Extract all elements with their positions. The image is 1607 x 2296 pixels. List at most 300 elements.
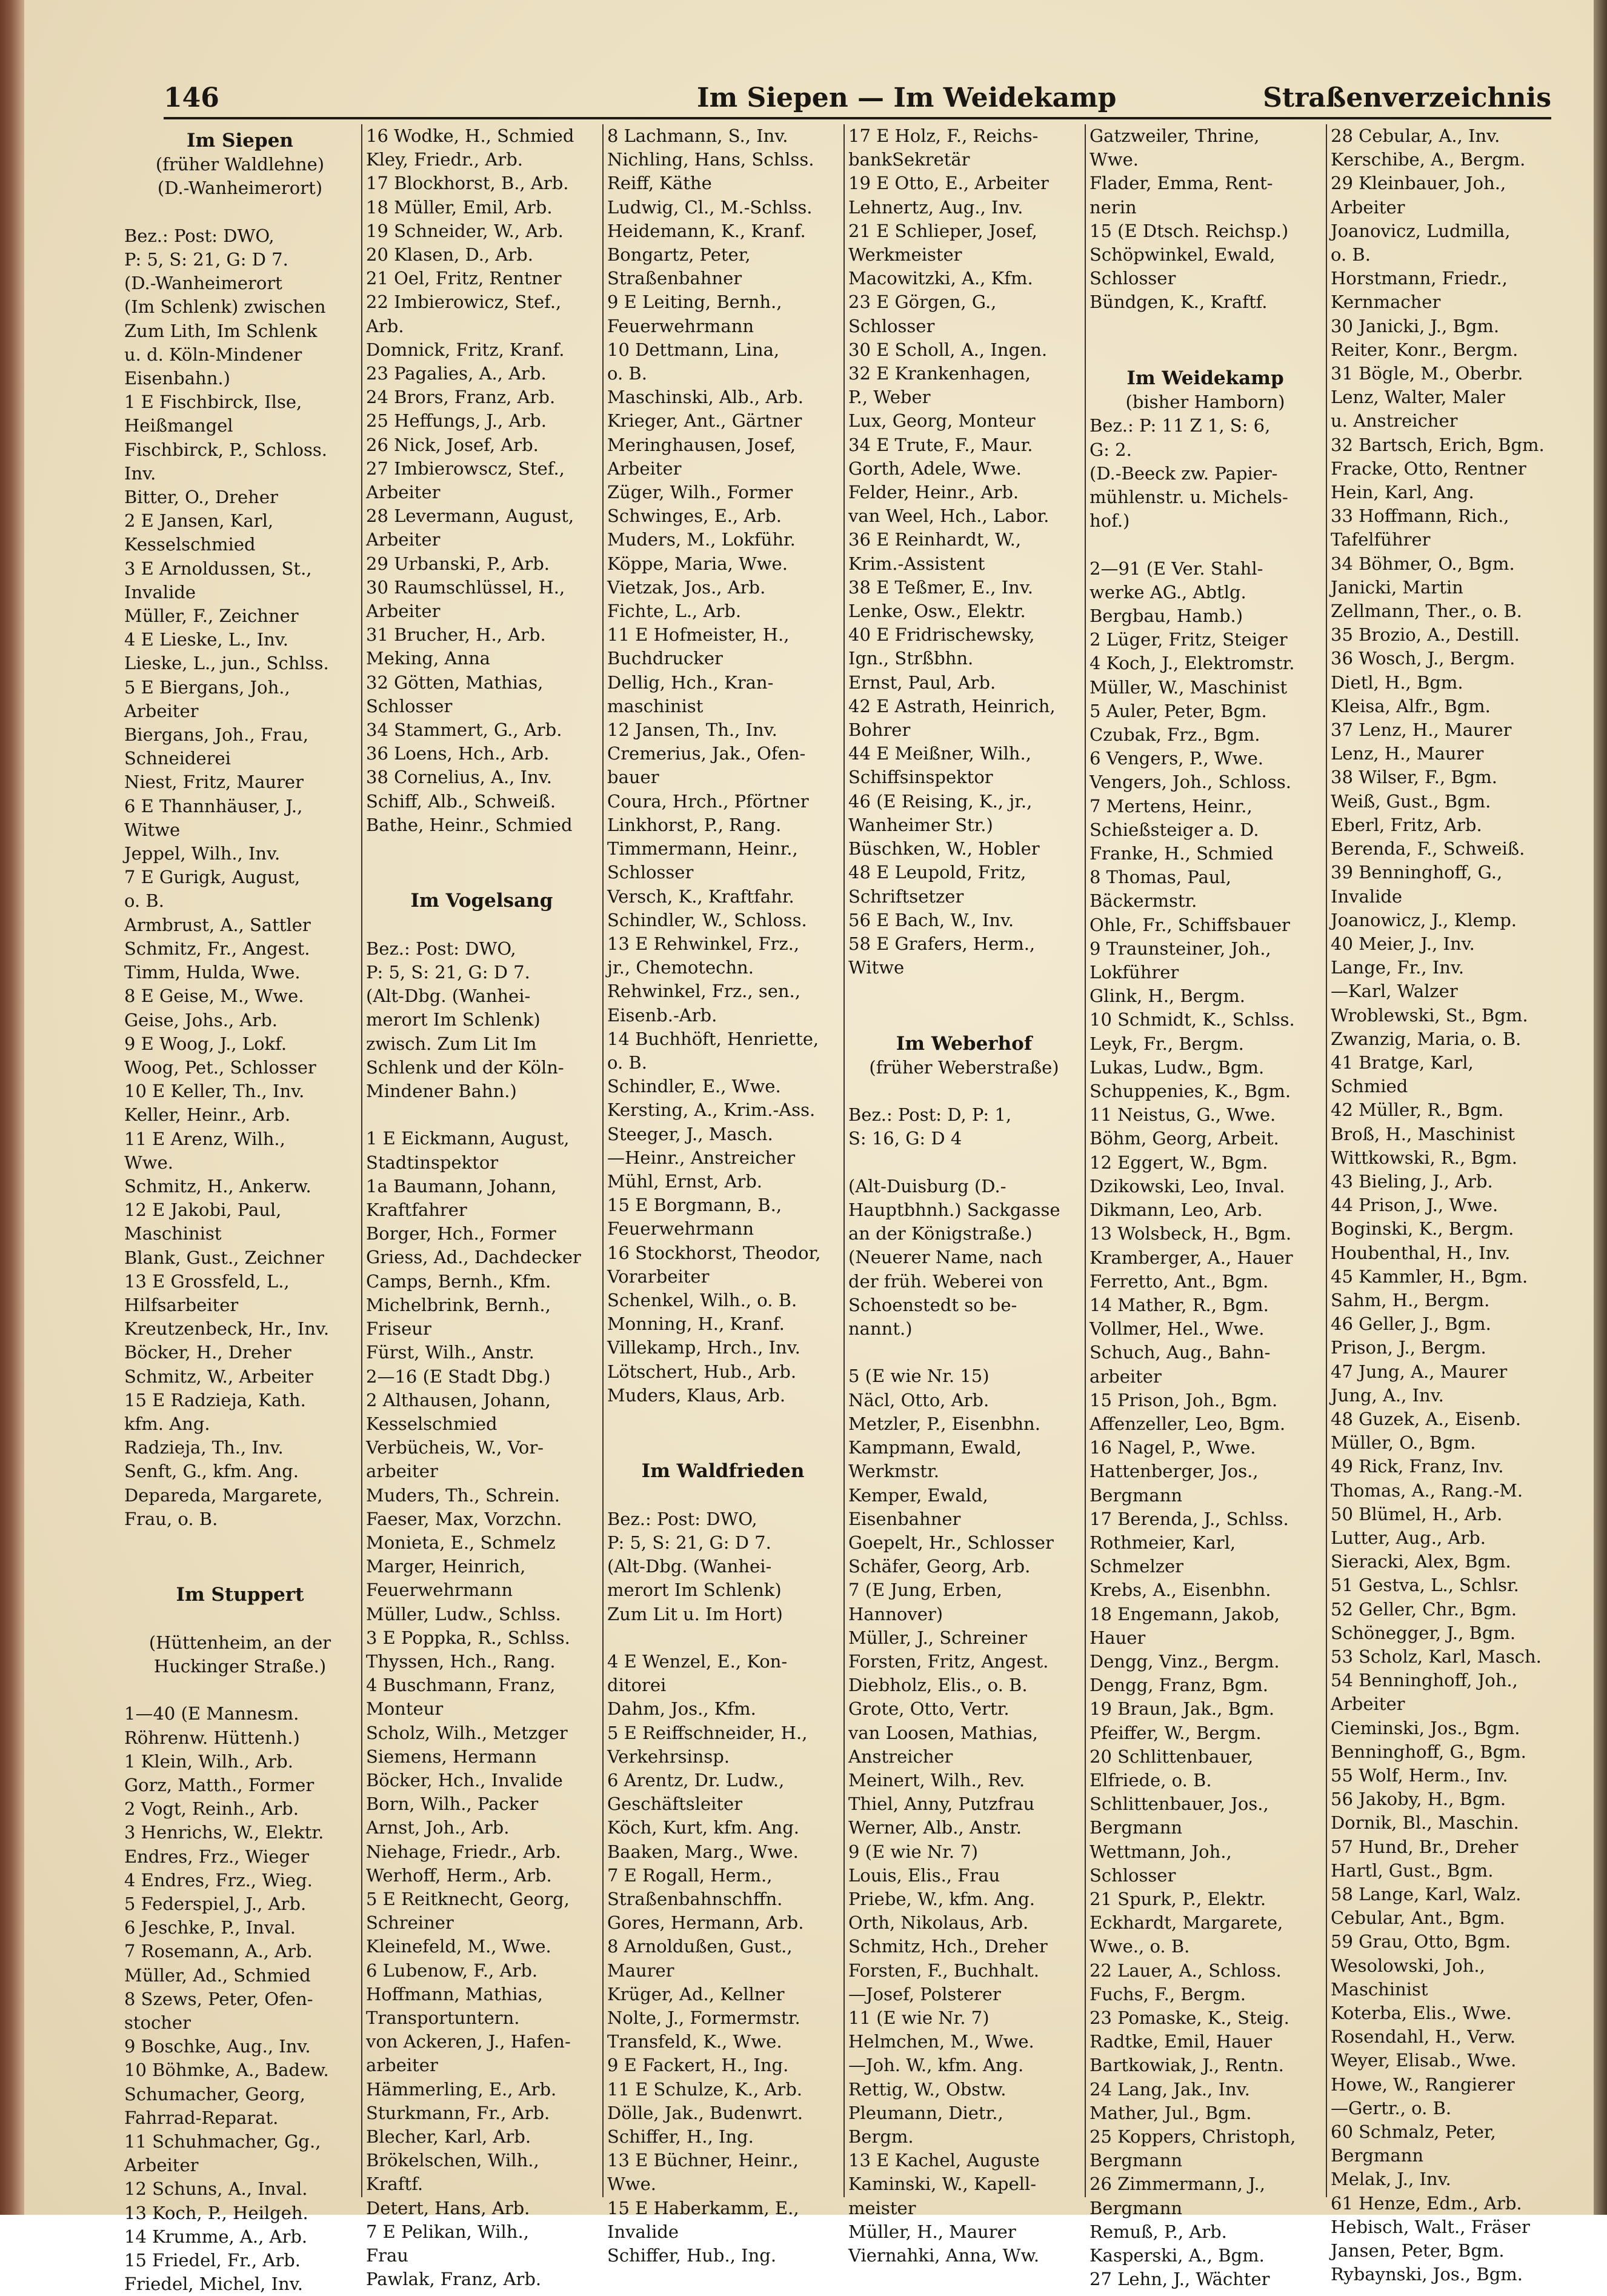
directory-line: o. B. [124, 890, 164, 912]
directory-line: Houbenthal, H., Inv. [1331, 1242, 1511, 1263]
directory-line: Straßenbahner [607, 268, 742, 289]
directory-line: 25 Heffungs, J., Arb. [366, 410, 547, 432]
directory-line: 6 Vengers, P., Wwe. [1090, 748, 1263, 769]
directory-line: 61 Henze, Edm., Arb. [1331, 2192, 1522, 2214]
directory-line: Schenkel, Wilh., o. B. [607, 1289, 797, 1310]
directory-line: 2 Vogt, Reinh., Arb. [124, 1798, 299, 1820]
directory-line: 29 Kleinbauer, Joh., [1331, 173, 1506, 194]
directory-line: Gorz, Matth., Former [124, 1774, 314, 1795]
directory-line: (früher Waldlehne) [155, 154, 325, 175]
directory-line: —Gertr., o. B. [1331, 2097, 1452, 2118]
directory-line: 15 Friedel, Fr., Arb. [124, 2250, 301, 2271]
directory-line: Lux, Georg, Monteur [848, 410, 1036, 432]
directory-line: 14 Buchhöft, Henriette, [607, 1028, 819, 1049]
directory-line: Schoenstedt so be- [848, 1294, 1017, 1315]
column-divider [1326, 124, 1327, 2197]
directory-line: Lieske, L., jun., Schlss. [124, 653, 329, 674]
directory-line: Straßenbahnschffn. [607, 1888, 783, 1909]
directory-line: 14 Krumme, A., Arb. [124, 2226, 308, 2247]
directory-line: Ferretto, Ant., Bgm. [1090, 1270, 1269, 1292]
street-heading: Im Waldfrieden [641, 1460, 805, 1483]
directory-line: Lokführer [1090, 962, 1179, 983]
column-divider [843, 124, 845, 2197]
directory-line: Coura, Hrch., Pförtner [607, 790, 809, 812]
spacer [607, 1626, 839, 1650]
directory-line: Transfeld, K., Wwe. [607, 2031, 782, 2052]
directory-line: (D.-Wanheimerort) [157, 178, 323, 199]
directory-line: Fuchs, F., Bergm. [1090, 1983, 1246, 2004]
directory-line: Blank, Gust., Zeichner [124, 1247, 324, 1268]
directory-line: Müller, W., Maschinist [1090, 676, 1288, 698]
directory-line: Kesselschmied [366, 1413, 497, 1434]
directory-line: Niest, Fritz, Maurer [124, 772, 304, 793]
directory-line: 34 Stammert, G., Arb. [366, 719, 562, 741]
spacer [607, 1431, 839, 1455]
column-1 [124, 124, 356, 2295]
directory-line: jr., Chemotechn. [607, 957, 754, 978]
directory-line: (Neuerer Name, nach [848, 1247, 1043, 1268]
directory-line: Müller, Ludw., Schlss. [366, 1603, 561, 1624]
directory-line: 30 E Scholl, A., Ingen. [848, 339, 1048, 360]
directory-line: Schmitz, Fr., Angest. [124, 938, 310, 959]
directory-line: van Loosen, Mathias, [848, 1722, 1038, 1743]
street-heading: Im Vogelsang [410, 890, 553, 912]
directory-line: 2—91 (E Ver. Stahl- [1090, 558, 1263, 579]
directory-line: 17 Blockhorst, B., Arb. [366, 173, 569, 194]
directory-line: Lenz, H., Maurer [1331, 743, 1484, 764]
directory-line: Borger, Hch., Former [366, 1223, 556, 1244]
running-title: Im Siepen — Im Weidekamp [697, 82, 1117, 113]
directory-line: Grote, Otto, Vertr. [848, 1698, 1010, 1720]
directory-line: Werkmstr. [848, 1461, 939, 1482]
directory-line: Schindler, E., Wwe. [607, 1076, 781, 1097]
directory-line: Vietzak, Jos., Arb. [607, 576, 766, 598]
directory-line: Schlosser [607, 862, 694, 883]
directory-line: arbeiter [1090, 1366, 1162, 1387]
spacer [366, 1103, 597, 1127]
directory-line: 57 Hund, Br., Dreher [1331, 1836, 1519, 1857]
directory-line: Scholz, Wilh., Metzger [366, 1722, 568, 1743]
directory-line: Born, Wilh., Packer [366, 1794, 539, 1815]
directory-line: Lukas, Ludw., Bgm. [1090, 1056, 1265, 1078]
directory-line: 6 Lubenow, F., Arb. [366, 1960, 538, 1981]
book-spine [0, 0, 24, 2215]
directory-line: 15 E Haberkamm, E., [607, 2197, 799, 2218]
directory-line: 51 Gestva, L., Schlsr. [1331, 1575, 1519, 1596]
directory-line: 1 Klein, Wilh., Arb. [124, 1750, 293, 1772]
directory-line: 32 Götten, Mathias, [366, 672, 544, 693]
directory-line: Kasperski, A., Bgm. [1090, 2245, 1265, 2266]
directory-line: 13 E Büchner, Heinr., [607, 2150, 799, 2171]
directory-line: Frau [366, 2245, 408, 2266]
directory-line: S: 16, G: D 4 [848, 1128, 962, 1149]
directory-line: 24 Lang, Jak., Inv. [1090, 2078, 1250, 2100]
directory-line: Schwinges, E., Arb. [607, 506, 782, 527]
directory-line: Wroblewski, St., Bgm. [1331, 1004, 1528, 1026]
directory-line: 15 Prison, Joh., Bgm. [1090, 1389, 1278, 1410]
section-title: Straßenverzeichnis [1263, 82, 1551, 113]
directory-line: Bartkowiak, J., Rentn. [1090, 2055, 1284, 2076]
directory-line: 15 (E Dtsch. Reichsp.) [1090, 220, 1289, 241]
directory-line: 44 Prison, J., Wwe. [1331, 1195, 1499, 1216]
directory-line: 34 Böhmer, O., Bgm. [1331, 553, 1515, 574]
directory-line: Feuerwehrmann [607, 315, 754, 336]
directory-line: Janicki, Martin [1331, 576, 1463, 598]
directory-line: Zellmann, Ther., o. B. [1331, 601, 1522, 622]
directory-line: 7 E Rogall, Herm., [607, 1864, 773, 1886]
directory-line: Fischbirck, P., Schloss. [124, 439, 327, 460]
directory-line: Depareda, Margarete, [124, 1484, 323, 1506]
directory-line: Müller, O., Bgm. [1331, 1432, 1476, 1453]
directory-line: Dengg, Vinz., Bergm. [1090, 1650, 1280, 1672]
directory-line: Versch, K., Kraftfahr. [607, 886, 794, 907]
directory-line: 2 Althausen, Johann, [366, 1389, 551, 1410]
directory-line: Steeger, J., Masch. [607, 1123, 773, 1144]
directory-line: Koterba, Elis., Wwe. [1331, 2003, 1512, 2024]
directory-line: 8 E Geise, M., Wwe. [124, 986, 304, 1007]
directory-line: 56 Jakoby, H., Bgm. [1331, 1789, 1506, 1810]
street-heading: Im Siepen [187, 130, 293, 152]
street-heading: Im Stuppert [176, 1584, 304, 1606]
directory-line: Pawlak, Franz, Arb. [366, 2269, 542, 2290]
directory-line: 36 Loens, Hch., Arb. [366, 743, 550, 764]
directory-line: 6 E Thannhäuser, J., [124, 795, 303, 816]
directory-line: 44 E Meißner, Wilh., [848, 743, 1031, 764]
directory-line: Schiffer, H., Ing. [607, 2126, 754, 2147]
directory-line: Huckinger Straße.) [153, 1655, 327, 1677]
directory-line: u. Anstreicher [1331, 410, 1458, 432]
directory-line: Schiffer, Hub., Ing. [607, 2245, 777, 2266]
directory-line: Howe, W., Rangierer [1331, 2074, 1515, 2095]
directory-line: Züger, Wilh., Former [607, 482, 793, 503]
directory-line: Hattenberger, Jos., [1090, 1461, 1259, 1482]
spacer [366, 861, 597, 884]
directory-line: Goepelt, Hr., Schlosser [848, 1532, 1054, 1553]
column-divider [602, 124, 604, 2197]
directory-line: 33 Hoffmann, Rich., [1331, 506, 1509, 527]
directory-line: Müller, H., Maurer [848, 2221, 1016, 2242]
directory-line: Forsten, Fritz, Angest. [848, 1650, 1049, 1672]
directory-line: Invalide [124, 581, 196, 602]
directory-line: 36 Wosch, J., Bergm. [1331, 648, 1516, 669]
directory-line: Arbeiter [124, 2155, 199, 2176]
directory-line: Arnst, Joh., Arb. [366, 1817, 510, 1838]
directory-line: Priebe, W., kfm. Ang. [848, 1888, 1036, 1909]
directory-line: Czubak, Frz., Bgm. [1090, 724, 1260, 746]
directory-line: Dengg, Franz, Bgm. [1090, 1675, 1268, 1696]
directory-line: Faeser, Max, Vorzchn. [366, 1508, 562, 1529]
directory-line: Dölle, Jak., Budenwrt. [607, 2102, 803, 2123]
directory-line: 11 Neistus, G., Wwe. [1090, 1104, 1276, 1126]
directory-line: Villekamp, Hrch., Inv. [607, 1337, 800, 1358]
spacer [848, 1080, 1080, 1103]
directory-line: Arbeiter [366, 601, 441, 622]
directory-line: Witwe [848, 957, 905, 978]
directory-line: Camps, Bernh., Kfm. [366, 1270, 551, 1292]
directory-line: 32 E Krankenhagen, [848, 363, 1031, 384]
directory-line: von Ackeren, J., Hafen- [366, 2031, 571, 2052]
directory-line: Vengers, Joh., Schloss. [1090, 772, 1291, 793]
directory-line: Schuppenies, K., Bgm. [1090, 1081, 1291, 1102]
directory-line: Hein, Karl, Ang. [1331, 482, 1474, 503]
directory-line: Lutter, Aug., Arb. [1331, 1527, 1486, 1548]
directory-line: Reiter, Konr., Bergm. [1331, 339, 1519, 360]
directory-line: Kaminski, W., Kapell- [848, 2174, 1036, 2195]
directory-line: Schmitz, Hch., Dreher [848, 1936, 1048, 1957]
directory-line: Feuerwehrmann [366, 1580, 513, 1601]
directory-line: 2 E Jansen, Karl, [124, 510, 274, 532]
directory-line: Frau, o. B. [124, 1508, 218, 1529]
directory-line: (D.-Wanheimerort [124, 273, 282, 294]
directory-line: bankSekretär [848, 149, 970, 170]
spacer [848, 1004, 1080, 1027]
directory-line: Hoffmann, Mathias, [366, 1983, 543, 2004]
directory-line: Franke, H., Schmied [1090, 843, 1274, 864]
directory-line: (Alt-Dbg. (Wanhei- [366, 986, 531, 1007]
directory-line: (Alt-Duisburg (D.- [848, 1175, 1006, 1196]
directory-line: Lehnertz, Aug., Inv. [848, 196, 1023, 218]
directory-line: Eisenbahn.) [124, 368, 230, 389]
directory-line: 12 Eggert, W., Bgm. [1090, 1152, 1268, 1173]
spacer [607, 1484, 839, 1507]
directory-line: 4 Koch, J., Elektromstr. [1090, 653, 1295, 674]
directory-line: Schiff, Alb., Schweiß. [366, 790, 556, 812]
directory-line: Ernst, Paul, Arb. [848, 672, 996, 693]
directory-line: 6 Jeschke, P., Inval. [124, 1917, 296, 1938]
directory-line: Melak, J., Inv. [1331, 2169, 1451, 2190]
directory-line: 7 E Pelikan, Wilh., [366, 2221, 529, 2242]
directory-line: Bergbau, Hamb.) [1090, 606, 1243, 627]
directory-line: Lenke, Osw., Elektr. [848, 601, 1026, 622]
directory-line: Bergmann [1090, 2150, 1183, 2171]
directory-line: 38 E Teßmer, E., Inv. [848, 576, 1034, 598]
directory-line: Bergmann [1090, 1484, 1183, 1506]
directory-line: 13 Koch, P., Heilgeh. [124, 2202, 308, 2223]
directory-line: Broß, H., Maschinist [1331, 1123, 1515, 1144]
directory-line: Woog, Pet., Schlosser [124, 1056, 316, 1078]
directory-line: Viernahki, Anna, Ww. [848, 2245, 1040, 2266]
directory-line: 5 (E wie Nr. 15) [848, 1366, 990, 1387]
directory-line: Orth, Nikolaus, Arb. [848, 1912, 1029, 1934]
directory-line: 1—40 (E Mannesm. [124, 1703, 299, 1724]
directory-line: 5 Auler, Peter, Bgm. [1090, 700, 1267, 721]
directory-line: Eisenb.-Arb. [607, 1004, 717, 1026]
directory-line: Brökelschen, Wilh., [366, 2150, 539, 2171]
directory-line: Arbeiter [366, 529, 441, 550]
directory-line: Kemper, Ewald, [848, 1484, 988, 1506]
directory-line: Arbeiter [366, 482, 441, 503]
directory-line: Joanovicz, Ludmilla, [1331, 220, 1511, 241]
directory-line: Boginski, K., Bergm. [1331, 1218, 1514, 1240]
directory-line: werke AG., Abtlg. [1090, 581, 1246, 602]
directory-line: 5 E Reitknecht, Georg, [366, 1888, 570, 1909]
directory-line: (D.-Beeck zw. Papier- [1090, 462, 1278, 484]
directory-line: Kesselschmied [124, 534, 256, 555]
directory-line: 50 Blümel, H., Arb. [1331, 1503, 1503, 1524]
directory-line: 40 E Fridrischewsky, [848, 624, 1035, 646]
directory-line: 9 E Woog, J., Lokf. [124, 1033, 287, 1054]
directory-line: 26 Zimmermann, J., [1090, 2174, 1265, 2195]
directory-line: Schöpwinkel, Ewald, [1090, 244, 1276, 265]
directory-line: Sieracki, Alex, Bgm. [1331, 1551, 1511, 1572]
directory-line: 7 E Gurigk, August, [124, 867, 301, 888]
directory-line: Meking, Anna [366, 648, 490, 669]
directory-line: Armbrust, A., Sattler [124, 914, 311, 935]
directory-line: 37 Lenz, H., Maurer [1331, 719, 1512, 741]
directory-line: Meinert, Wilh., Rev. [848, 1769, 1025, 1790]
directory-line: Feuerwehrmann [607, 1218, 754, 1240]
directory-line: 52 Geller, Chr., Bgm. [1331, 1598, 1517, 1620]
directory-line: ditorei [607, 1675, 667, 1696]
directory-line: o. B. [1331, 244, 1371, 265]
directory-line: Dornik, Bl., Maschin. [1331, 1812, 1519, 1834]
directory-line: Pfeiffer, W., Bergm. [1090, 1722, 1262, 1743]
directory-line: 23 Pagalies, A., Arb. [366, 363, 547, 384]
directory-line: Schlosser [848, 315, 935, 336]
directory-line: Jansen, Peter, Bgm. [1331, 2240, 1505, 2261]
directory-line: Schmied [1331, 1076, 1408, 1097]
directory-line: 20 Schlittenbauer, [1090, 1746, 1254, 1767]
directory-line: —Heinr., Anstreicher [607, 1147, 796, 1168]
directory-line: Senft, G., kfm. Ang. [124, 1461, 299, 1482]
directory-line: P: 5, S: 21, G: D 7. [124, 249, 288, 270]
directory-line: 9 Traunsteiner, Joh., [1090, 938, 1271, 959]
directory-line: kfm. Ang. [124, 1413, 210, 1434]
directory-line: 11 E Schulze, K., Arb. [607, 2078, 803, 2100]
directory-line: 14 Mather, R., Bgm. [1090, 1294, 1269, 1315]
directory-line: 8 Lachmann, S., Inv. [607, 125, 788, 146]
directory-line: Krim.-Assistent [848, 553, 985, 574]
directory-line: 2 Lüger, Fritz, Steiger [1090, 629, 1288, 650]
directory-line: Dellig, Hch., Kran- [607, 672, 774, 693]
column-3 [607, 124, 839, 2266]
directory-line: Bez.: P: 11 Z 1, S: 6, [1090, 415, 1271, 436]
directory-line: Cremerius, Jak., Ofen- [607, 743, 806, 764]
directory-line: Stadtinspektor [366, 1152, 499, 1173]
directory-line: Schlosser [1090, 1864, 1176, 1886]
directory-line: 30 Janicki, J., Bgm. [1331, 315, 1500, 336]
directory-line: Werkmeister [848, 244, 962, 265]
directory-line: 34 E Trute, F., Maur. [848, 434, 1033, 455]
directory-line: 47 Jung, A., Maurer [1331, 1361, 1508, 1382]
directory-line: —Karl, Walzer [1331, 981, 1458, 1002]
directory-line: 4 E Wenzel, E., Kon- [607, 1650, 788, 1672]
directory-line: merort Im Schlenk) [607, 1580, 782, 1601]
directory-line: 21 Spurk, P., Elektr. [1090, 1888, 1266, 1909]
directory-line: Monning, H., Kranf. [607, 1313, 785, 1335]
directory-line: 12 Schuns, A., Inval. [124, 2178, 308, 2200]
directory-line: Müller, Ad., Schmied [124, 1964, 311, 1986]
directory-line: Mindener Bahn.) [366, 1081, 517, 1102]
directory-line: Kley, Friedr., Arb. [366, 149, 523, 170]
directory-line: Bez.: Post: DWO, [366, 938, 516, 959]
directory-line: Kampmann, Ewald, [848, 1437, 1022, 1458]
directory-line: 13 E Kachel, Auguste [848, 2150, 1040, 2171]
directory-line: 22 Lauer, A., Schloss. [1090, 1960, 1282, 1981]
directory-line: 9 E Leiting, Bernh., [607, 292, 782, 313]
directory-line: 27 Imbierowscz, Stef., [366, 458, 565, 479]
directory-line: Bez.: Post: D, P: 1, [848, 1104, 1012, 1126]
directory-line: Schneiderei [124, 748, 231, 769]
directory-line: Müller, F., Zeichner [124, 606, 299, 627]
directory-line: 45 Kammler, H., Bgm. [1331, 1266, 1528, 1287]
directory-line: mühlenstr. u. Michels- [1090, 487, 1288, 508]
directory-line: 13 E Grossfeld, L., [124, 1270, 290, 1292]
directory-line: Inv. [124, 462, 156, 484]
directory-line: 3 E Poppka, R., Schlss. [366, 1627, 570, 1648]
directory-line: P., Weber [848, 387, 931, 408]
directory-line: Verkehrsinsp. [607, 1746, 730, 1767]
directory-line: Siemens, Hermann [366, 1746, 537, 1767]
directory-line: Hauptbhnh.) Sackgasse [848, 1200, 1060, 1221]
directory-line: Köch, Kurt, kfm. Ang. [607, 1817, 800, 1838]
directory-line: Schriftsetzer [848, 886, 964, 907]
directory-line: Schlenk und der Köln- [366, 1056, 564, 1078]
directory-line: Schlosser [1090, 268, 1176, 289]
directory-line: 9 (E wie Nr. 7) [848, 1841, 979, 1862]
directory-line: 15 E Borgmann, B., [607, 1195, 782, 1216]
directory-line: Böcker, H., Dreher [124, 1342, 291, 1363]
column-6 [1331, 124, 1562, 2285]
directory-line: 24 Brors, Franz, Arb. [366, 387, 556, 408]
column-4 [848, 124, 1080, 2266]
directory-line: Krebs, A., Eisenbhn. [1090, 1580, 1271, 1601]
directory-line: 15 E Radzieja, Kath. [124, 1389, 306, 1410]
directory-line: Dietl, H., Bgm. [1331, 672, 1463, 693]
spacer [124, 1555, 356, 1578]
directory-line: Arbeiter [607, 458, 682, 479]
directory-line: Hauer [1090, 1627, 1146, 1648]
directory-line: Bathe, Heinr., Schmied [366, 814, 573, 835]
directory-line: 21 E Schlieper, Josef, [848, 220, 1037, 241]
directory-line: zwisch. Zum Lit Im [366, 1033, 537, 1054]
directory-line: 54 Benninghoff, Joh., [1331, 1670, 1518, 1691]
directory-line: Michelbrink, Bernh., [366, 1294, 551, 1315]
directory-line: 4 Buschmann, Franz, [366, 1675, 556, 1696]
directory-line: Kerschibe, A., Bergm. [1331, 149, 1526, 170]
directory-line: Felder, Heinr., Arb. [848, 482, 1019, 503]
directory-line: Dzikowski, Leo, Inval. [1090, 1175, 1285, 1196]
directory-line: an der Königstraße.) [848, 1223, 1033, 1244]
directory-line: 1 E Eickmann, August, [366, 1128, 570, 1149]
directory-line: G: 2. [1090, 439, 1132, 460]
directory-line: Hämmerling, E., Arb. [366, 2078, 557, 2100]
directory-line: Jeppel, Wilh., Inv. [124, 843, 281, 864]
directory-line: 46 (E Reising, K., jr., [848, 790, 1033, 812]
directory-line: Köppe, Maria, Wwe. [607, 553, 788, 574]
directory-line: Radtke, Emil, Hauer [1090, 2031, 1273, 2052]
directory-line: Schuch, Aug., Bahn- [1090, 1342, 1271, 1363]
directory-line: 9 E Fackert, H., Ing. [607, 2055, 789, 2076]
directory-line: Müller, J., Schreiner [848, 1627, 1028, 1648]
directory-line: 42 Müller, R., Bgm. [1331, 1100, 1504, 1121]
directory-line: 1a Baumann, Johann, [366, 1175, 557, 1196]
directory-line: Zwanzig, Maria, o. B. [1331, 1028, 1522, 1049]
directory-line: Maurer [607, 1960, 674, 1981]
directory-line: Prison, J., Bergm. [1331, 1337, 1486, 1358]
directory-line: Bohrer [848, 719, 911, 741]
header-rule [164, 117, 1551, 119]
directory-line: P: 5, S: 21, G: D 7. [607, 1532, 771, 1553]
directory-line: stocher [124, 2012, 191, 2033]
directory-line: Krüger, Ad., Kellner [607, 1983, 785, 2004]
directory-line: Ign., Strßbhn. [848, 648, 974, 669]
directory-line: Schlosser [366, 695, 453, 716]
page-edge [1594, 0, 1607, 2215]
column-divider [361, 124, 362, 2197]
directory-line: 26 Nick, Josef, Arb. [366, 434, 539, 455]
directory-line: Bongartz, Peter, [607, 244, 751, 265]
